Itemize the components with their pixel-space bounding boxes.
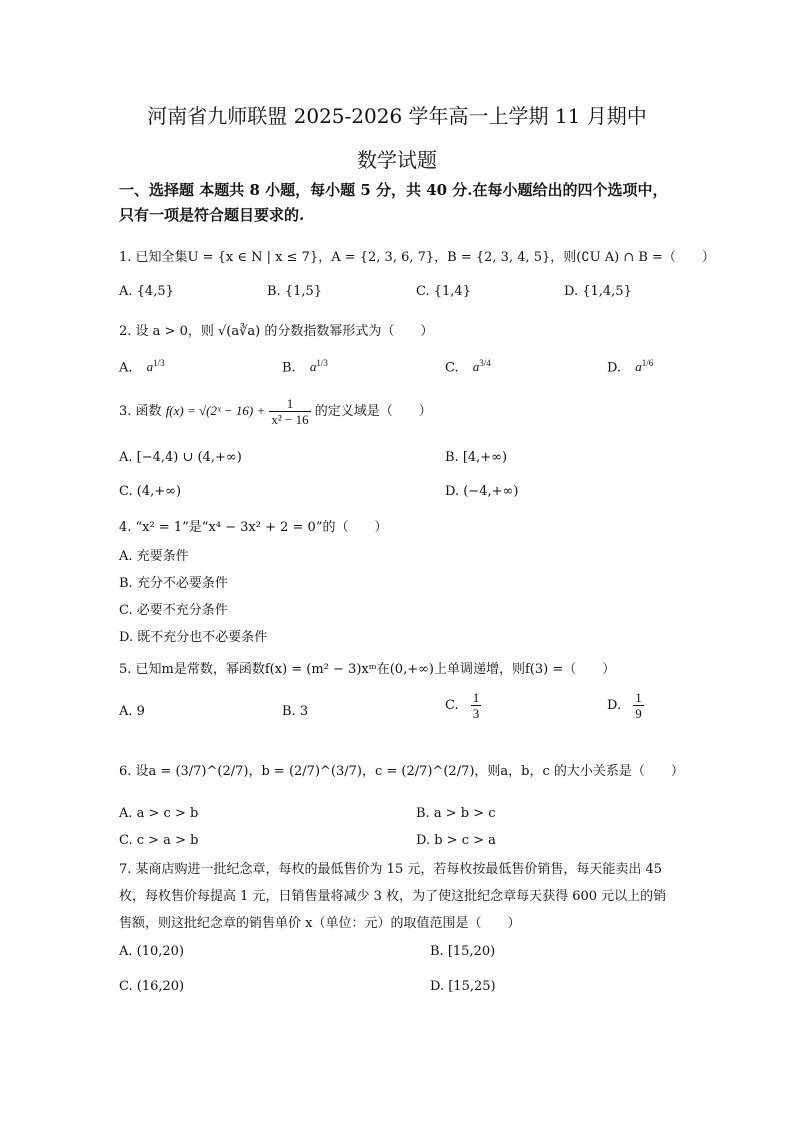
fraction-denominator: x² − 16 xyxy=(271,412,309,427)
function-expression: f(x) = √(2ˣ − 16) + xyxy=(165,403,266,418)
question-6-option-c: C. c > a > b xyxy=(119,833,199,848)
fraction-denominator: 3 xyxy=(472,706,480,721)
question-3-option-c: C. (4,+∞) xyxy=(119,484,182,499)
section-heading: 一、选择题 本题共 8 小题，每小题 5 分，共 40 分.在每小题给出的四个选项中，只有一项是符合题目要求的. xyxy=(119,181,668,224)
question-4-option-d: D. 既不充分也不必要条件 xyxy=(119,630,268,645)
option-label: A. xyxy=(119,360,133,376)
exponent: 1/6 xyxy=(641,358,654,368)
question-3-option-d: D. (−4,+∞) xyxy=(445,484,519,499)
question-5-option-a: A. 9 xyxy=(119,704,145,719)
option-label: D. xyxy=(607,360,622,376)
exam-subject-title: 数学试题 xyxy=(357,148,437,172)
question-1-option-a: A. {4,5} xyxy=(119,284,174,299)
option-label: C. xyxy=(445,360,459,376)
question-7-stem: 7. 某商店购进一批纪念章，每枚的最低售价为 15 元，若每枚按最低售价销售，每天能卖出 45 枚，每枚售价每提高 1 元，日销售量将减少 3 枚，为了使这批纪念章每天获得 600 元以上的销售额，则这批纪念章的销售单价 x（单位：元）的取值范围是（ ） xyxy=(119,862,667,931)
question-5-stem: 5. 已知m是常数，幂函数f(x) = (m² − 3)xᵐ在(0,+∞)上单调递增，则f(3) =（ ） xyxy=(119,662,616,677)
fraction-numerator: 1 xyxy=(635,690,642,705)
stem-prefix: 3. 函数 xyxy=(119,404,162,419)
stem-suffix: 的定义域是（ ） xyxy=(314,404,432,419)
option-label: C. xyxy=(445,698,459,713)
question-7-option-b: B. [15,20) xyxy=(430,944,496,959)
fraction-numerator: 1 xyxy=(472,690,480,705)
question-5-option-b: B. 3 xyxy=(282,704,309,719)
question-4-option-c: C. 必要不充分条件 xyxy=(119,603,228,618)
question-6-stem: 6. 设a = (3/7)^(2/7)，b = (2/7)^(3/7)，c = (2/7)^(2/7)，则a，b，c 的大小关系是（ ） xyxy=(119,764,684,779)
option-label: D. xyxy=(607,698,622,713)
question-3-option-a: A. [−4,4) ∪ (4,+∞) xyxy=(119,450,242,465)
question-6-option-a: A. a > c > b xyxy=(119,806,199,821)
question-7-option-d: D. [15,25) xyxy=(430,979,496,994)
fraction xyxy=(633,690,644,721)
fraction xyxy=(471,690,482,721)
fraction-numerator: 1 xyxy=(269,396,310,412)
question-6-option-b: B. a > b > c xyxy=(416,806,496,821)
question-7-option-a: A. (10,20) xyxy=(119,944,185,959)
question-2-option-d: D. $a^{1/6}$ xyxy=(607,358,654,376)
exponent: 1/3 xyxy=(153,358,165,368)
question-1-option-b: B. {1,5} xyxy=(267,284,323,299)
question-1-stem: 1. 已知全集U = {x ∈ N | x ≤ 7}，A = {2, 3, 6, 7}，B = {2, 3, 4, 5}，则(∁U A) ∩ B =（ ） xyxy=(119,250,715,265)
question-2-option-c: C. $a^{3/4}$ xyxy=(445,358,491,376)
question-1-option-d: D. {1,4,5} xyxy=(564,284,632,299)
question-1-option-c: C. {1,4} xyxy=(416,284,471,299)
fraction-denominator: 9 xyxy=(635,706,642,721)
question-2-stem: 2. 设 a > 0，则 √(a∛a) 的分数指数幂形式为（ ） xyxy=(119,324,434,339)
fraction xyxy=(269,396,310,427)
question-4-stem: 4. “x² = 1”是“x⁴ − 3x² + 2 = 0”的（ ） xyxy=(119,520,388,535)
question-5-option-d xyxy=(607,690,644,721)
question-6-option-d: D. b > c > a xyxy=(416,833,496,848)
question-3-option-b: B. [4,+∞) xyxy=(445,450,508,465)
question-2-option-a: A. $a^{1/3}$ xyxy=(119,358,165,376)
question-7-option-c: C. (16,20) xyxy=(119,979,185,994)
exponent: 1/3 xyxy=(316,358,328,368)
exam-title: 河南省九师联盟 2025-2026 学年高一上学期 11 月期中 xyxy=(147,104,647,128)
exponent: 3/4 xyxy=(479,358,491,368)
question-4-option-a: A. 充要条件 xyxy=(119,549,189,564)
question-3-stem xyxy=(119,396,432,427)
question-5-option-c xyxy=(445,690,481,721)
question-2-option-b: B. $a^{1/3}$ xyxy=(282,358,328,376)
question-4-option-b: B. 充分不必要条件 xyxy=(119,576,228,591)
option-label: B. xyxy=(282,360,296,376)
